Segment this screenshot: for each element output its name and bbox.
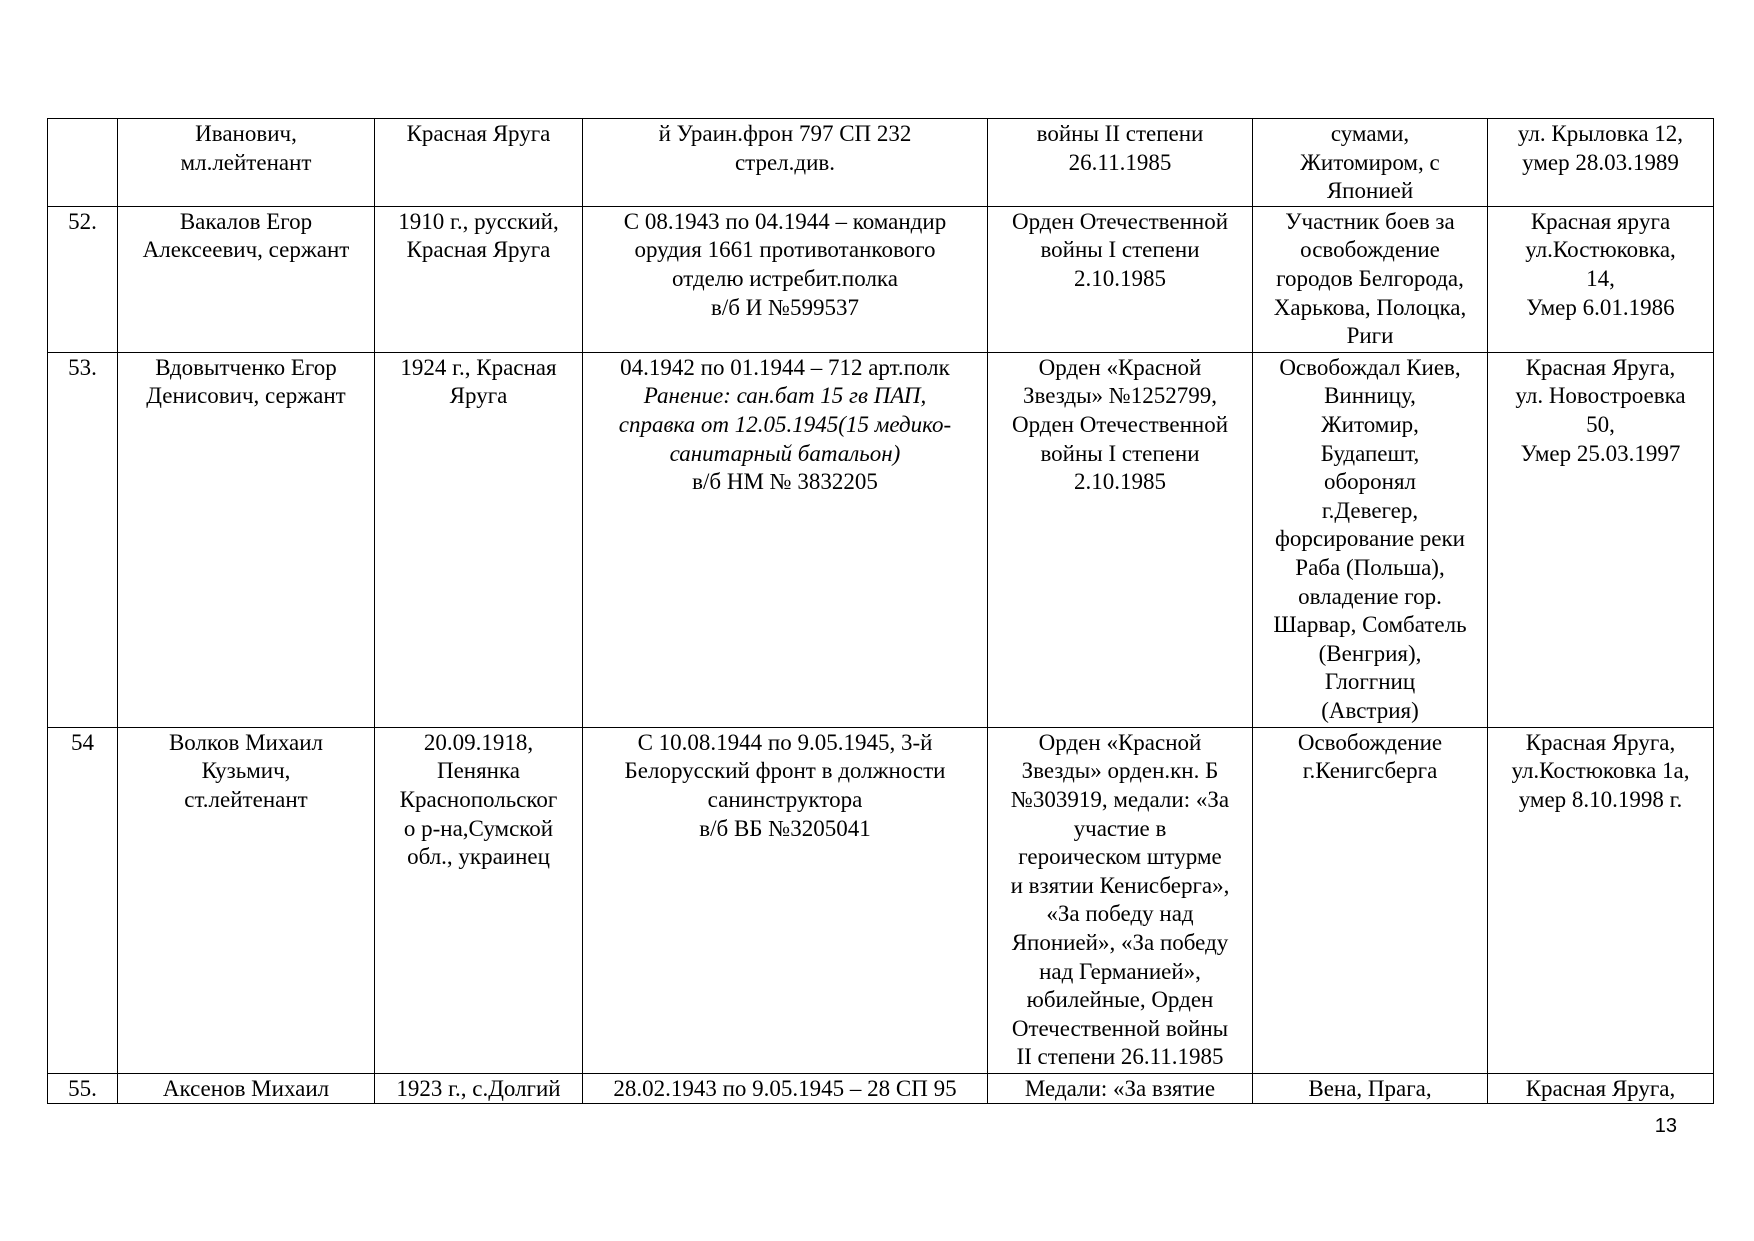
records-table-body [48, 119, 1714, 1104]
cell-birth-info: Красная Яруга [375, 119, 583, 207]
cell-name-rank: Вакалов Егор Алексеевич, сержант [118, 206, 375, 352]
table-row [48, 727, 1714, 1073]
cell-service [583, 1073, 988, 1104]
table-row [48, 119, 1714, 207]
cell-service [583, 727, 988, 1073]
service-text: С 10.08.1944 по 9.05.1945, 3-й Белорусский фронт в должности санинструктора в/б ВБ №3205041 [624, 729, 946, 841]
cell-address: ул. Крыловка 12, умер 28.03.1989 [1488, 119, 1714, 207]
cell-birth-info: 1910 г., русский, Красная Яруга [375, 206, 583, 352]
table-row [48, 1073, 1714, 1104]
service-text: в/б НМ № 3832205 [692, 469, 878, 495]
records-table [47, 118, 1714, 1104]
page-number: 13 [1654, 1115, 1677, 1137]
service-text: 04.1942 по 01.1944 – 712 арт.полк [620, 354, 950, 380]
cell-service [583, 352, 988, 727]
cell-awards: Орден «Красной Звезды» орден.кн. Б №303919, медали: «За участие в героическом штурме и взятии Кенисберга», «За победу над Японией», «За победу над Германией», юбилейные, Орден Отечественной войны II степени 26.11.1985 [988, 727, 1253, 1073]
service-text: 28.02.1943 по 9.05.1945 – 28 СП 95 [613, 1075, 957, 1101]
cell-name-rank: Аксенов Михаил [118, 1073, 375, 1104]
cell-number: 55. [48, 1073, 118, 1104]
cell-address: Красная Яруга, ул. Новостроевка 50, Умер 25.03.1997 [1488, 352, 1714, 727]
cell-battles: Участник боев за освобождение городов Белгорода, Харькова, Полоцка, Риги [1253, 206, 1488, 352]
cell-name-rank: Волков Михаил Кузьмич, ст.лейтенант [118, 727, 375, 1073]
table-row [48, 352, 1714, 727]
cell-number [48, 119, 118, 207]
cell-battles: сумами, Житомиром, с Японией [1253, 119, 1488, 207]
table-row [48, 206, 1714, 352]
cell-awards: Орден «Красной Звезды» №1252799, Орден Отечественной войны I степени 2.10.1985 [988, 352, 1253, 727]
cell-awards: войны II степени 26.11.1985 [988, 119, 1253, 207]
cell-number: 52. [48, 206, 118, 352]
cell-birth-info: 1924 г., Красная Яруга [375, 352, 583, 727]
cell-address: Красная ярyга ул.Костюковка, 14, Умер 6.01.1986 [1488, 206, 1714, 352]
cell-service [583, 206, 988, 352]
cell-battles: Вена, Прага, [1253, 1073, 1488, 1104]
cell-address: Красная Яруга, ул.Костюковка 1а, умер 8.10.1998 г. [1488, 727, 1714, 1073]
cell-name-rank: Вдовытченко Егор Денисович, сержант [118, 352, 375, 727]
cell-birth-info: 1923 г., с.Долгий [375, 1073, 583, 1104]
service-text: й Ураин.фрон 797 СП 232 стрел.див. [658, 121, 912, 175]
cell-awards: Медали: «За взятие [988, 1073, 1253, 1104]
cell-birth-info: 20.09.1918, Пенянка Краснопольског о р-на,Сумской обл., украинец [375, 727, 583, 1073]
service-note-italic: Ранение: сан.бат 15 гв ПАП, справка от 12.05.1945(15 медико- санитарный батальон) [618, 383, 952, 466]
cell-service [583, 119, 988, 207]
cell-battles: Освобождение г.Кенигсберга [1253, 727, 1488, 1073]
cell-battles: Освобождал Киев, Винницу, Житомир, Будапешт, оборонял г.Девегер, форсирование реки Раба (Польша), овладение гор. Шарвар, Сомбатель (Венгрия), Глоггниц (Австрия) [1253, 352, 1488, 727]
cell-number: 53. [48, 352, 118, 727]
service-text: С 08.1943 по 04.1944 – командир орудия 1661 противотанкового отделю истребит.полка в/б И №599537 [623, 208, 947, 320]
cell-address: Красная Яруга, [1488, 1073, 1714, 1104]
cell-name-rank: Иванович, мл.лейтенант [118, 119, 375, 207]
cell-awards: Орден Отечественной войны I степени 2.10.1985 [988, 206, 1253, 352]
cell-number: 54 [48, 727, 118, 1073]
